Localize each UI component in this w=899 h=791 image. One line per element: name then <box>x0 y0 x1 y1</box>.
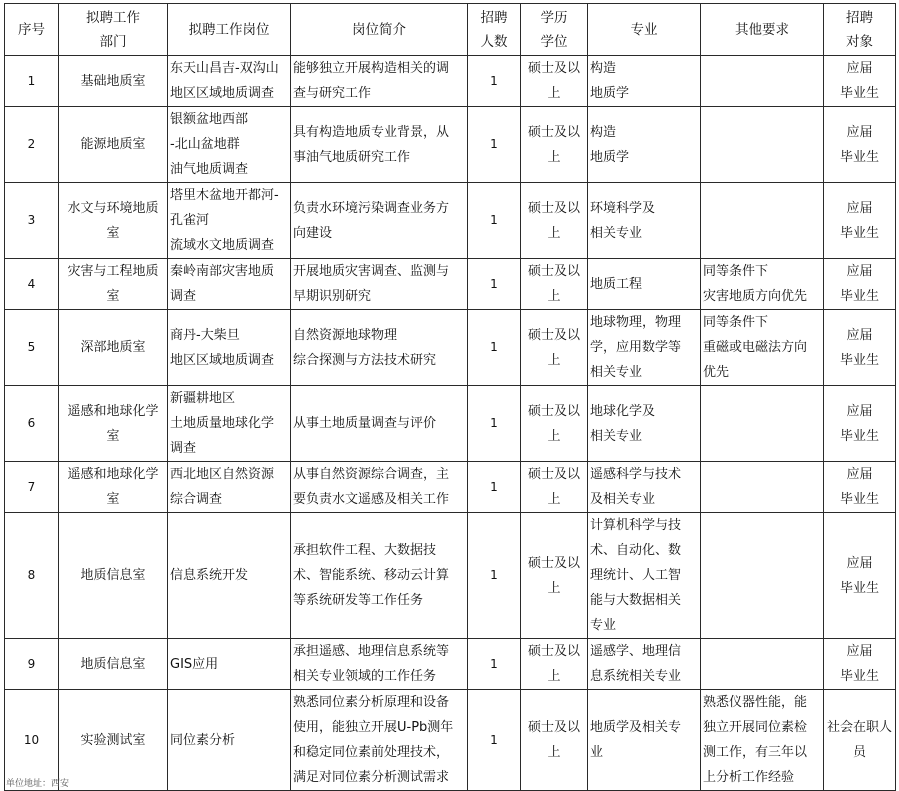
table-body <box>5 56 896 791</box>
cell-dept-line: 室 <box>106 492 120 507</box>
cell-degree-line: 上 <box>547 289 561 304</box>
cell-major <box>588 183 701 259</box>
cell-target <box>824 690 896 791</box>
cell-position-line: 银额盆地西部 <box>170 112 249 127</box>
cell-target <box>824 259 896 310</box>
cell-target-line: 毕业生 <box>839 352 879 368</box>
cell-degree-line: 上 <box>547 492 561 507</box>
cell-other <box>701 462 824 513</box>
cell-dept <box>59 639 168 690</box>
cell-dept-line: 地质信息室 <box>80 656 146 672</box>
table-row <box>5 690 896 791</box>
cell-seq: 1 <box>5 56 59 107</box>
cell-major-line: 地质工程 <box>590 276 643 292</box>
cell-major-line: 遥感学、地理信 <box>590 644 682 659</box>
cell-position <box>168 56 291 107</box>
cell-count: 1 <box>468 386 521 462</box>
cell-major-line: 计算机科学与技 <box>590 518 682 533</box>
cell-seq: 10 <box>5 690 59 791</box>
cell-target-line: 毕业生 <box>839 225 879 241</box>
cell-dept-line: 灾害与工程地质 <box>67 264 159 279</box>
cell-position <box>168 183 291 259</box>
cell-target <box>824 513 896 639</box>
header-intro: 岗位简介 <box>291 4 468 56</box>
cell-other <box>701 639 824 690</box>
cell-dept-line: 室 <box>106 428 120 444</box>
cell-count: 1 <box>468 259 521 310</box>
cell-dept-line: 遥感和地球化学 <box>67 403 159 419</box>
cell-position <box>168 513 291 639</box>
cell-other <box>701 310 824 386</box>
cell-target-line: 毕业生 <box>839 86 879 101</box>
cell-position-line: 流域水文地质调查 <box>170 238 275 253</box>
cell-other-line: 灾害地质方向优先 <box>703 289 808 304</box>
cell-dept-line: 室 <box>106 225 120 241</box>
cell-major <box>588 386 701 462</box>
cell-target-line: 应届 <box>846 327 873 343</box>
cell-intro-line: 查与研究工作 <box>293 86 372 101</box>
cell-target-line: 应届 <box>846 200 873 216</box>
cell-degree-line: 硕士及以 <box>527 720 580 735</box>
cell-dept <box>59 183 168 259</box>
cell-intro <box>291 107 468 183</box>
cell-seq: 5 <box>5 310 59 386</box>
header-target: 招聘 对象 <box>824 4 896 56</box>
cell-degree-line: 上 <box>547 225 561 241</box>
cell-major-line: 及相关专业 <box>590 492 656 507</box>
cell-target-line: 应届 <box>846 467 873 482</box>
table-row <box>5 259 896 310</box>
cell-target <box>824 386 896 462</box>
cell-major-line: 地球化学及 <box>590 403 656 419</box>
cell-other <box>701 56 824 107</box>
cell-position-line: 调查 <box>170 289 197 304</box>
cell-intro <box>291 183 468 259</box>
cell-other <box>701 386 824 462</box>
cell-major-line: 地球物理，物理 <box>590 315 682 330</box>
cell-intro-line: 要负责水文遥感及相关工作 <box>293 492 450 507</box>
cell-degree-line: 硕士及以 <box>527 124 580 140</box>
cell-dept <box>59 462 168 513</box>
cell-other <box>701 513 824 639</box>
cell-degree <box>521 56 588 107</box>
cell-target <box>824 639 896 690</box>
cell-degree-line: 上 <box>547 149 561 165</box>
cell-dept <box>59 513 168 639</box>
cell-intro-line: 早期识别研究 <box>293 289 372 304</box>
cell-intro <box>291 56 468 107</box>
cell-major-line: 环境科学及 <box>590 200 656 216</box>
cell-other-line: 优先 <box>703 365 730 380</box>
cell-degree <box>521 183 588 259</box>
cell-position-line: 综合调查 <box>170 492 223 507</box>
cell-seq: 7 <box>5 462 59 513</box>
cell-intro-line: 等系统研发等工作任务 <box>293 593 424 608</box>
cell-target <box>824 310 896 386</box>
cell-other <box>701 690 824 791</box>
cell-position-line: 油气地质调查 <box>170 162 249 177</box>
cell-degree-line: 上 <box>547 428 561 444</box>
cell-count: 1 <box>468 639 521 690</box>
header-dept: 拟聘工作 部门 <box>59 4 168 56</box>
cell-position-line: 秦岭南部灾害地质 <box>170 264 275 279</box>
cell-degree-line: 上 <box>547 352 561 368</box>
cell-intro <box>291 386 468 462</box>
cell-target-line: 毕业生 <box>839 149 879 165</box>
cell-position-line: 新疆耕地区 <box>170 391 236 406</box>
recruitment-table <box>4 3 896 791</box>
table-row <box>5 56 896 107</box>
cell-degree-line: 硕士及以 <box>527 403 580 419</box>
cell-dept <box>59 386 168 462</box>
cell-major-line: 地质学 <box>590 86 630 101</box>
cell-count: 1 <box>468 107 521 183</box>
cell-intro-line: 承担软件工程、大数据技 <box>293 543 437 558</box>
cell-major-line: 构造 <box>590 124 617 140</box>
header-count: 招聘 人数 <box>468 4 521 56</box>
cell-dept-line: 能源地质室 <box>80 137 146 152</box>
cell-intro <box>291 259 468 310</box>
cell-other-line: 熟悉仪器性能，能 <box>703 695 808 710</box>
cell-intro-line: 开展地质灾害调查、监测与 <box>293 264 450 279</box>
header-other: 其他要求 <box>701 4 824 56</box>
cell-target-line: 毕业生 <box>839 428 879 444</box>
cell-dept <box>59 107 168 183</box>
cell-intro <box>291 462 468 513</box>
cell-major-line: 相关专业 <box>590 428 643 444</box>
cell-major-line: 能与大数据相关 <box>590 593 682 608</box>
cell-intro-line: 满足对同位素分析测试需求 <box>293 770 450 785</box>
cell-count: 1 <box>468 56 521 107</box>
cell-major-line: 构造 <box>590 61 617 76</box>
cell-position <box>168 386 291 462</box>
cell-count: 1 <box>468 690 521 791</box>
cell-other-line: 上分析工作经验 <box>703 770 795 785</box>
cell-intro-line: 具有构造地质专业背景，从 <box>293 124 450 140</box>
table-row <box>5 107 896 183</box>
cell-major-line: 学，应用数学等 <box>590 340 682 355</box>
cell-dept-line: 实验测试室 <box>80 732 146 748</box>
cell-target <box>824 56 896 107</box>
cell-position <box>168 462 291 513</box>
cell-major <box>588 107 701 183</box>
cell-target-line: 毕业生 <box>839 580 879 596</box>
cell-degree-line: 硕士及以 <box>527 61 580 76</box>
cell-position-line: 地区区域地质调查 <box>170 352 275 368</box>
cell-major-line: 相关专业 <box>590 225 643 241</box>
cell-other <box>701 107 824 183</box>
cell-degree-line: 硕士及以 <box>527 264 580 279</box>
cell-dept-line: 基础地质室 <box>80 73 146 89</box>
cell-degree-line: 上 <box>547 669 561 684</box>
cell-intro-line: 能够独立开展构造相关的调 <box>293 61 450 76</box>
cell-intro <box>291 513 468 639</box>
cell-degree <box>521 259 588 310</box>
cell-dept <box>59 56 168 107</box>
cell-intro-line: 术、智能系统、移动云计算 <box>293 568 450 583</box>
cell-intro-line: 承担遥感、地理信息系统等 <box>293 644 450 659</box>
cell-target <box>824 183 896 259</box>
cell-intro-line: 熟悉同位素分析原理和设备 <box>293 695 450 710</box>
cell-degree <box>521 690 588 791</box>
cell-position-line: 东天山昌吉-双沟山 <box>170 61 279 76</box>
cell-seq: 4 <box>5 259 59 310</box>
cell-position-line: 信息系统开发 <box>170 568 249 583</box>
cell-degree-line: 上 <box>547 86 561 101</box>
cell-target-line: 应届 <box>846 555 873 571</box>
cell-position <box>168 639 291 690</box>
cell-dept-line: 遥感和地球化学 <box>67 467 159 482</box>
cell-major-line: 术、自动化、数 <box>590 543 682 558</box>
cell-intro-line: 和稳定同位素前处理技术， <box>293 745 450 760</box>
cell-target-line: 毕业生 <box>839 492 879 507</box>
cell-position <box>168 690 291 791</box>
table-row <box>5 183 896 259</box>
cell-position-line: 调查 <box>170 441 197 456</box>
cell-dept-line: 水文与环境地质 <box>67 200 159 216</box>
cell-position-line: GIS应用 <box>170 656 219 672</box>
table-row <box>5 310 896 386</box>
cell-target-line: 毕业生 <box>839 289 879 304</box>
cell-major-line: 地质学 <box>590 149 630 165</box>
cell-major <box>588 259 701 310</box>
table-row <box>5 462 896 513</box>
cell-degree-line: 硕士及以 <box>527 200 580 216</box>
cell-intro <box>291 639 468 690</box>
cell-position-line: 塔里木盆地开都河- <box>170 188 279 203</box>
cell-major-line: 相关专业 <box>590 365 643 380</box>
cell-target-line: 应届 <box>846 61 873 76</box>
cell-other <box>701 259 824 310</box>
cell-major <box>588 56 701 107</box>
cell-target-line: 员 <box>852 745 866 760</box>
header-row <box>5 4 896 56</box>
cell-dept <box>59 259 168 310</box>
cell-degree-line: 上 <box>547 745 561 760</box>
cell-count: 1 <box>468 513 521 639</box>
cell-major-line: 地质学及相关专 <box>590 720 682 735</box>
header-position: 拟聘工作岗位 <box>168 4 291 56</box>
cell-major-line: 理统计、人工智 <box>590 568 682 583</box>
cell-major-line: 遥感科学与技术 <box>590 467 682 482</box>
header-major: 专业 <box>588 4 701 56</box>
cell-position-line: 西北地区自然资源 <box>170 467 275 482</box>
cell-other <box>701 183 824 259</box>
header-degree: 学历 学位 <box>521 4 588 56</box>
header-seq: 序号 <box>5 4 59 56</box>
cell-degree <box>521 310 588 386</box>
cell-other-line: 同等条件下 <box>703 315 769 330</box>
cell-intro-line: 综合探测与方法技术研究 <box>293 352 437 368</box>
cell-position-line: 地区区域地质调查 <box>170 86 275 101</box>
cell-dept-line: 地质信息室 <box>80 568 146 583</box>
cell-degree <box>521 639 588 690</box>
cell-major-line: 息系统相关专业 <box>590 669 682 684</box>
cell-intro-line: 事油气地质研究工作 <box>293 149 411 165</box>
cell-major <box>588 690 701 791</box>
cell-other-line: 独立开展同位素检 <box>703 720 808 735</box>
cell-intro <box>291 690 468 791</box>
cell-target-line: 应届 <box>846 403 873 419</box>
cell-target <box>824 107 896 183</box>
cell-degree-line: 硕士及以 <box>527 644 580 659</box>
cell-count: 1 <box>468 462 521 513</box>
cell-position <box>168 107 291 183</box>
cell-dept-line: 室 <box>106 289 120 304</box>
cell-degree-line: 上 <box>547 580 561 596</box>
cell-degree-line: 硕士及以 <box>527 555 580 571</box>
cell-intro-line: 使用，能独立开展U-Pb测年 <box>293 720 454 735</box>
table-row <box>5 386 896 462</box>
cell-seq: 6 <box>5 386 59 462</box>
cell-target-line: 应届 <box>846 644 873 659</box>
cell-position-line: 商丹-大柴旦 <box>170 327 240 343</box>
cell-target <box>824 462 896 513</box>
cell-major-line: 业 <box>590 745 604 760</box>
cell-seq: 2 <box>5 107 59 183</box>
cell-major <box>588 462 701 513</box>
cell-degree <box>521 107 588 183</box>
cell-major <box>588 639 701 690</box>
cell-intro-line: 负责水环境污染调查业务方 <box>293 200 450 216</box>
cell-target-line: 应届 <box>846 264 873 279</box>
cell-count: 1 <box>468 183 521 259</box>
cell-other-line: 测工作，有三年以 <box>703 745 808 760</box>
cell-dept-line: 深部地质室 <box>80 340 146 355</box>
cell-major-line: 专业 <box>590 618 617 633</box>
cell-major <box>588 310 701 386</box>
cell-degree-line: 硕士及以 <box>527 467 580 482</box>
cell-other-line: 重磁或电磁法方向 <box>703 340 808 355</box>
cell-intro <box>291 310 468 386</box>
cell-intro-line: 从事土地质量调查与评价 <box>293 416 437 431</box>
cell-seq: 9 <box>5 639 59 690</box>
cell-position-line: 土地质量地球化学 <box>170 416 275 431</box>
cell-seq: 3 <box>5 183 59 259</box>
cell-position-line: 同位素分析 <box>170 732 236 748</box>
cell-degree <box>521 462 588 513</box>
cell-position-line: -北山盆地群 <box>170 137 240 152</box>
cell-major <box>588 513 701 639</box>
cell-position-line: 孔雀河 <box>170 213 210 228</box>
table-row <box>5 513 896 639</box>
cell-degree <box>521 513 588 639</box>
cell-dept <box>59 310 168 386</box>
cell-intro-line: 从事自然资源综合调查，主 <box>293 467 450 482</box>
cell-dept <box>59 690 168 791</box>
cell-intro-line: 向建设 <box>293 225 333 241</box>
cell-other-line: 同等条件下 <box>703 264 769 279</box>
table-row <box>5 639 896 690</box>
cell-intro-line: 自然资源地球物理 <box>293 327 398 343</box>
cell-position <box>168 259 291 310</box>
cell-position <box>168 310 291 386</box>
cell-count: 1 <box>468 310 521 386</box>
footnote: 单位地址：西安 <box>6 779 70 789</box>
cell-degree <box>521 386 588 462</box>
cell-seq: 8 <box>5 513 59 639</box>
cell-target-line: 毕业生 <box>839 669 879 684</box>
cell-target-line: 应届 <box>846 124 873 140</box>
cell-degree-line: 硕士及以 <box>527 327 580 343</box>
cell-target-line: 社会在职人 <box>826 720 892 735</box>
cell-intro-line: 相关专业领域的工作任务 <box>293 669 437 684</box>
